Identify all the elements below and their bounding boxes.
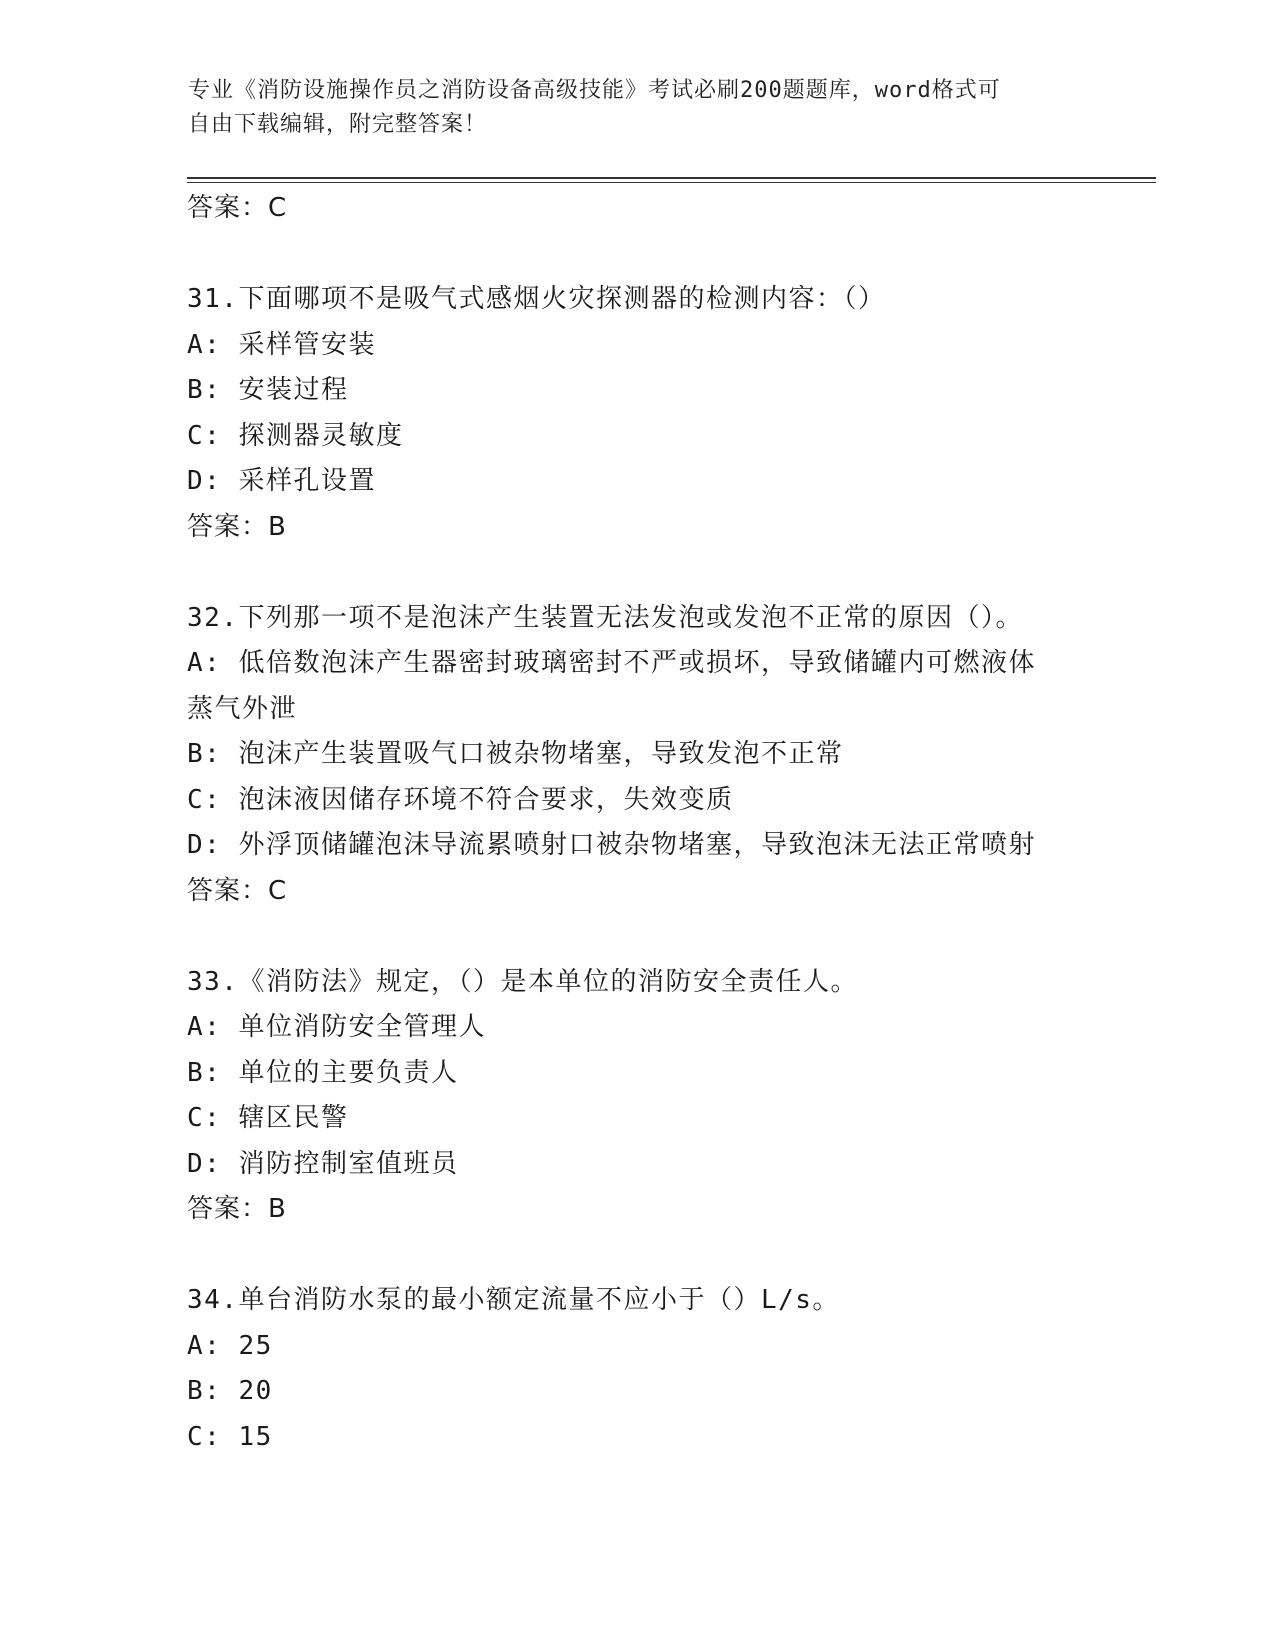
answer-line: 答案：C	[187, 875, 288, 906]
spacer	[187, 232, 1087, 278]
question-stem: 32.下列那一项不是泡沫产生装置无法发泡或发泡不正常的原因（）。	[187, 602, 1023, 633]
option-d: D: 外浮顶储罐泡沫导流累喷射口被杂物堵塞，导致泡沫无法正常喷射	[187, 830, 1036, 860]
question-stem: 34.单台消防水泵的最小额定流量不应小于（）L/s。	[187, 1285, 840, 1315]
option-b: B: 泡沫产生装置吸气口被杂物堵塞，导致发泡不正常	[187, 739, 844, 769]
header-divider-thin	[187, 182, 1156, 183]
option-a: A: 低倍数泡沫产生器密封玻璃密封不严或损坏，导致储罐内可燃液体	[187, 648, 1036, 678]
question-stem: 31.下面哪项不是吸气式感烟火灾探测器的检测内容：（）	[187, 284, 886, 314]
question-block	[187, 960, 1087, 1233]
option-c: C: 辖区民警	[187, 1103, 349, 1133]
answer-line: 答案：B	[187, 511, 287, 542]
document-body	[187, 186, 1087, 1460]
option-b: B: 单位的主要负责人	[187, 1057, 459, 1088]
option-a: A: 采样管安装	[187, 329, 376, 360]
answer-line: 答案：C	[187, 193, 288, 223]
option-a-continued: 蒸气外泄	[187, 693, 298, 724]
option-c: C: 泡沫液因储存环境不符合要求，失效变质	[187, 784, 734, 815]
option-a: A: 25	[187, 1330, 273, 1361]
header-divider	[187, 177, 1156, 179]
option-d: D: 采样孔设置	[187, 466, 376, 496]
header-line-2: 自由下载编辑，附完整答案！	[188, 112, 488, 137]
spacer	[187, 550, 1087, 596]
spacer	[187, 914, 1087, 960]
option-b: B: 安装过程	[187, 375, 349, 405]
spacer	[187, 1233, 1087, 1279]
option-b: B: 20	[187, 1376, 273, 1406]
option-a: A: 单位消防安全管理人	[187, 1012, 486, 1042]
option-c: C: 15	[187, 1421, 273, 1452]
header-line-1: 专业《消防设施操作员之消防设备高级技能》考试必刷200题题库，word格式可	[188, 78, 1001, 103]
question-block	[187, 277, 1087, 550]
option-c: C: 探测器灵敏度	[187, 420, 404, 451]
question-stem: 33.《消防法》规定，（）是本单位的消防安全责任人。	[187, 966, 858, 997]
option-d: D: 消防控制室值班员	[187, 1148, 459, 1179]
question-block	[187, 1278, 1087, 1460]
answer-line: 答案：B	[187, 1194, 287, 1224]
question-block	[187, 596, 1087, 915]
page-header	[188, 74, 1088, 142]
